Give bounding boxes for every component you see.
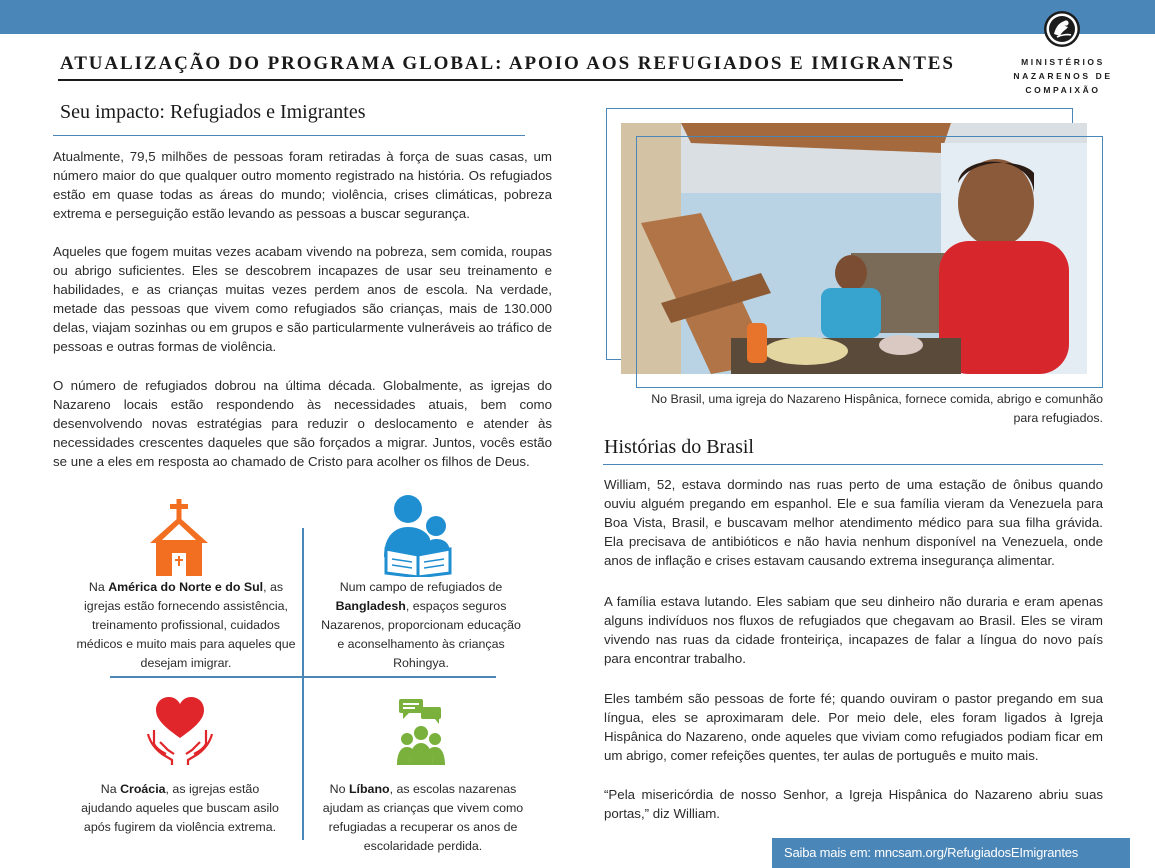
church-icon [148, 499, 210, 576]
org-name-line1: MINISTÉRIOS [1021, 57, 1105, 67]
impact-paragraph-2: Aqueles que fogem muitas vezes acabam vivendo na pobreza, sem comida, roupas ou abrigo suficientes. Eles se descobrem incapazes de usar seu treinamento e habilidades, e as crianças muitas vezes perdem anos de escola. Na verdade, metade das pessoas que vivem como refugiados são crianças, mais de 130.000 delas, viajam sozinhas ou em grupos e são particularmente vulneráveis ao tráfico de pessoas e outras formas de violência. [53, 244, 552, 354]
page-title: ATUALIZAÇÃO DO PROGRAMA GLOBAL: APOIO AOS REFUGIADOS E IMIGRANTES [60, 53, 955, 74]
impact-croatia-text: Na Croácia, as igrejas estão ajudando aqueles que buscam asilo após fugirem da violência extrema. [81, 782, 279, 834]
org-name-line2: NAZARENOS DE [1013, 71, 1113, 81]
org-name-line3: COMPAIXÃO [1025, 85, 1101, 95]
learn-more-link[interactable]: Saiba mais em: mncsam.org/RefugiadosEImigrantes [772, 838, 1130, 868]
impact-paragraph-1: Atualmente, 79,5 milhões de pessoas foram retiradas à força de suas casas, um número maior do que qualquer outro momento registrado na história. Os refugiados estão em quase todas as áreas do mundo; violência, crises climáticas, pobreza extrema e perseguição estão levando as pessoas a buscar segurança. [53, 149, 552, 221]
impact-lebanon-region: Líbano [348, 782, 390, 796]
grid-horizontal-divider [110, 676, 496, 678]
impact-americas-region: América do Norte e do Sul [108, 580, 264, 594]
impact-americas-text: Na América do Norte e do Sul, as igrejas estão fornecendo assistência, treinamento profissional, cuidados médicos e muito mais para aqueles que desejam imigrar. [76, 580, 296, 670]
title-underline [58, 79, 903, 81]
impact-bangladesh-region: Bangladesh [335, 599, 406, 613]
impact-bangladesh-text: Num campo de refugiados de Bangladesh, espaços seguros Nazarenos, proporcionam educação e aconselhamento às crianças Rohingya. [321, 580, 521, 670]
impact-croatia-region: Croácia [120, 782, 166, 796]
impact-lebanon-text: No Líbano, as escolas nazarenas ajudam as crianças que vivem como refugiadas a recuperar os anos de escolaridade perdida. [322, 782, 524, 853]
stories-heading-rule [603, 464, 1103, 465]
grid-vertical-divider [302, 528, 304, 840]
photo-frame-front [636, 136, 1103, 388]
group-chat-icon [397, 697, 445, 767]
photo-caption: No Brasil, uma igreja do Nazareno Hispânica, fornece comida, abrigo e comunhão para refugiados. [651, 392, 1103, 425]
story-quote: “Pela misericórdia de nosso Senhor, a Igreja Hispânica do Nazareno abriu suas portas,” diz William. [604, 787, 1103, 821]
impact-heading-rule [53, 135, 525, 136]
story-paragraph-1: William, 52, estava dormindo nas ruas perto de uma estação de ônibus quando ouviu alguém pregando em espanhol. Ele e sua família vieram da Venezuela para Boa Vista, Brasil, e buscavam melhor atendimento médico para sua filha grávida. Ela precisava de antibióticos e não havia nenhum disponível na Venezuela, onde anos de inflação e crises estavam causando extrema insegurança alimentar. [604, 477, 1103, 568]
heart-hands-icon [146, 694, 214, 766]
story-paragraph-2: A família estava lutando. Eles sabiam que seu dinheiro não duraria e eram apenas alguns indivíduos nos fluxos de refugiados que chegavam ao Brasil. Eles se viram vivendo nas ruas da cidade fronteiriça, incapazes de falar a língua do novo país para encontrar trabalho. [604, 594, 1103, 666]
org-name [1000, 55, 1126, 97]
top-banner [0, 0, 1155, 34]
stories-heading: Histórias do Brasil [604, 436, 754, 458]
impact-paragraph-3: O número de refugiados dobrou na última década. Globalmente, as igrejas do Nazareno locais estão respondendo às necessidades atuais, bem como desenvolvendo novas estratégias para reduzir o deslocamento e atender às necessidades crescentes daqueles que são forçados a migrar. Juntos, vocês estão se une a eles em resposta ao chamado de Cristo para acolher os filhos de Deus. [53, 378, 552, 469]
compassion-logo-icon [1043, 10, 1081, 48]
story-paragraph-3: Eles também são pessoas de forte fé; quando ouviram o pastor pregando em sua língua, eles se aproximaram dele. Por meio dele, eles foram ligados à Igreja Hispânica do Nazareno, onde aqueles que viviam como refugiados podiam ficar em um abrigo, comer refeições quentes, ter aulas de português e muito mais. [604, 691, 1103, 763]
impact-heading: Seu impacto: Refugiados e Imigrantes [60, 101, 366, 123]
reading-family-icon [378, 493, 460, 577]
